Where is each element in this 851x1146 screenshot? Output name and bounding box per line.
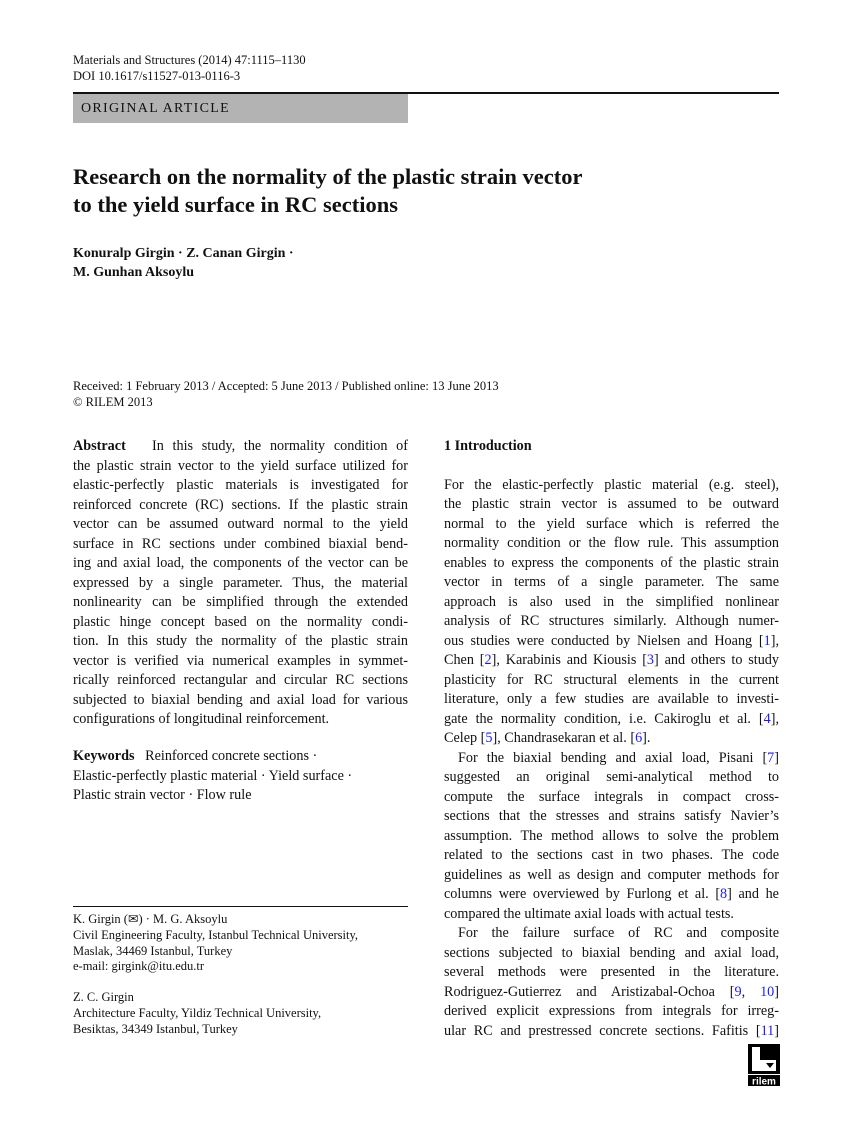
affiliation-line: Civil Engineering Faculty, Istanbul Technical University, [73,927,359,942]
affiliation-line: Maslak, 34469 Istanbul, Turkey [73,943,233,958]
text-line: Rodriguez-Gutierrez and Aristizabal-Ochoa [9, 10] [444,983,779,1000]
abstract-body [73,457,408,730]
journal-citation: Materials and Structures (2014) 47:1115–1130 [73,53,306,67]
abstract-text: In this study, the normality condition of [152,438,408,454]
text-line: the plastic strain vector is assumed to be outward [444,496,779,512]
text-line: compute the surface integrals in compact cross- [444,788,779,805]
text-line: nonlinearity can be simplified through the extended [73,594,408,610]
doi[interactable]: DOI 10.1617/s11527-013-0116-3 [73,69,241,83]
text-line: For the biaxial bending and axial load, Pisani [7] [458,749,779,766]
rilem-logo [748,1044,780,1086]
text-line: plasticity for RC structural elements in the current [444,671,779,688]
introduction-body [444,476,779,1042]
citation-link[interactable]: 8 [720,886,728,902]
text-line: subjected to biaxial bending and axial load for various [73,691,408,708]
abstract [73,437,408,730]
citation-link[interactable]: 4 [763,710,771,727]
text-line: vector can be assumed outward normal to the yield [73,516,408,532]
title-line: to the yield surface in RC sections [73,192,398,217]
text-line: ous studies were conducted by Nielsen and Hoang [1], [444,632,779,649]
text-line: rically reinforced rectangular and circular RC sections [73,672,408,688]
affiliation-2 [73,990,408,1037]
text-line: tion. In this study the normality of the plastic strain [73,633,408,649]
abstract-label: Abstract [73,438,126,454]
text-line: configurations of longitudinal reinforcement. [73,711,330,727]
title-line: Research on the normality of the plastic strain vector [73,164,583,189]
affiliation-authors: K. Girgin (✉) · M. G. Aksoylu [73,912,228,926]
text-line: ular RC and prestressed concrete sections. Fafitis [11] [444,1022,779,1039]
citation-link[interactable]: 3 [646,652,655,668]
text-line: suggested an original semi-analytical method to [444,769,779,785]
affiliation-email[interactable]: e-mail: girgink@itu.edu.tr [73,959,205,974]
abstract-first-line [73,437,408,457]
affiliation-1 [73,912,408,975]
text-line: normal to the yield surface which is referred the [444,515,779,532]
text-line: Chen [2], Karabinis and Kiousis [3] and others to study [444,652,779,668]
text-line: reinforced concrete (RC) sections. If the plastic strain [73,496,408,513]
text-line: surface in RC sections under combined biaxial bend- [73,535,408,552]
keywords [73,747,408,806]
article-type-banner: ORIGINAL ARTICLE [73,94,408,123]
citation-link[interactable]: 1 [763,632,771,649]
authors-line: Konuralp Girgin · Z. Canan Girgin · [73,246,294,261]
text-line: vector is verified via numerical examples in symmet- [73,652,408,669]
publication-dates [73,378,499,410]
copyright: © RILEM 2013 [73,395,153,409]
text-line: columns were overviewed by Furlong et al. [8] and he [444,886,779,902]
citation-link[interactable]: 11 [760,1022,775,1039]
affiliation-authors: Z. C. Girgin [73,990,134,1004]
citation-link[interactable]: 2 [484,652,492,668]
text-line: For the elastic-perfectly plastic material (e.g. steel), [444,476,779,493]
citation-link[interactable]: 10 [760,983,775,1000]
keywords-line: Plastic strain vector · Flow rule [73,787,252,803]
dates-line: Received: 1 February 2013 / Accepted: 5 June 2013 / Published online: 13 June 2013 [73,379,499,393]
citation-link[interactable]: 5 [485,730,493,746]
affiliation-line: Besiktas, 34349 Istanbul, Turkey [73,1021,238,1036]
keywords-label: Keywords [73,748,135,764]
authors-line: M. Gunhan Aksoylu [73,265,194,280]
text-line: assumption. The method allows to solve the problem [444,827,779,844]
section-heading: 1 Introduction [444,438,532,454]
journal-header [73,52,306,84]
text-line: compared the ultimate axial loads with actual tests. [444,905,734,922]
text-line: derived explicit expressions from integrals for irreg- [444,1003,779,1019]
text-line: several methods were presented in the literature. [444,964,779,980]
rilem-logo-icon [748,1044,780,1086]
author-list [73,244,294,282]
citation-link[interactable]: 6 [635,730,643,746]
keywords-text: Reinforced concrete sections · [145,748,318,764]
text-line: literature, only a few studies are available to investi- [444,691,779,707]
affiliation-line: Architecture Faculty, Yildiz Technical University, [73,1005,322,1020]
paper-title [73,163,583,219]
citation-link[interactable]: 7 [767,749,775,766]
text-line: related to the sections cast in two phases. The code [444,847,779,863]
text-line: vector in terms of a single parameter. The same [444,574,779,590]
text-line: the plastic strain vector to the yield surface utilized for [73,457,408,474]
keywords-first-line [73,747,408,767]
text-line: plastic hinge concept based on the normality condi- [73,613,408,630]
text-line: expressed by a single parameter. Thus, the material [73,574,408,591]
logo-text: rilem [752,1076,776,1086]
footnote-rule [73,906,408,907]
introduction-section [444,437,779,1041]
text-line: For the failure surface of RC and composite [458,925,779,941]
text-line: approach is also used in the simplified nonlinear [444,593,779,610]
text-line: normality condition or the flow rule. This assumption [444,535,779,551]
citation-link[interactable]: 9 [734,983,742,1000]
text-line: enables to express the components of the plastic strain [444,554,779,571]
text-line: sections that the stresses and strains satisfy Navier’s [444,808,779,824]
text-line: gate the normality condition, i.e. Cakiroglu et al. [4], [444,710,779,727]
text-line: elastic-perfectly plastic materials is investigated for [73,477,408,493]
keywords-line: Elastic-perfectly plastic material · Yield surface · [73,767,353,784]
text-line: ing and axial load, the components of the vector can be [73,555,408,571]
text-line: Celep [5], Chandrasekaran et al. [6]. [444,730,651,746]
text-line: sections subjected to biaxial bending and axial load, [444,944,779,961]
text-line: analysis of RC structures similarly. Although numer- [444,613,779,629]
text-line: guidelines as well as design and computer methods for [444,866,779,883]
